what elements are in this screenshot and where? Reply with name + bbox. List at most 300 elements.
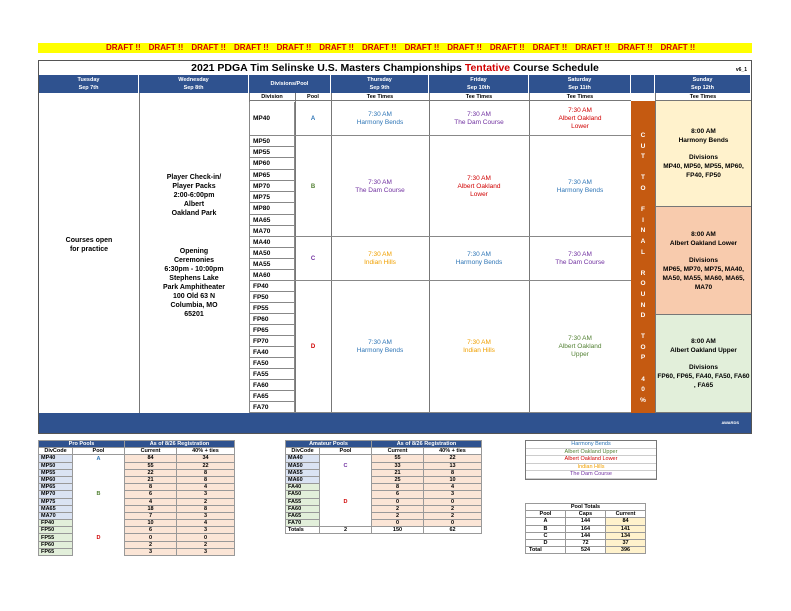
table-cell: 4	[424, 484, 482, 491]
tentative-label: Tentative	[464, 62, 511, 74]
wednesday-checkin	[139, 173, 249, 223]
table-row	[286, 520, 482, 527]
sub-header: Tee Times	[655, 93, 751, 101]
totals-row	[286, 527, 482, 534]
cut-header	[631, 75, 655, 93]
sunday-divisions: FP60, FP65, FA40, FA50, FA60 , FA65	[657, 373, 750, 389]
schedule-grid	[38, 60, 752, 434]
draft-banner	[38, 43, 752, 53]
cut-letter: R	[640, 269, 646, 277]
division-cell: MP50	[249, 136, 295, 147]
table-cell	[320, 484, 372, 491]
tee-time-cell	[331, 136, 429, 237]
table-cell: FP55	[39, 534, 73, 541]
tee-course: Indian Hills	[463, 347, 495, 354]
table-row	[526, 525, 646, 532]
day-name: Friday	[470, 77, 487, 83]
table-row	[39, 534, 235, 541]
table-cell: 524	[566, 547, 606, 554]
table-cell	[320, 469, 372, 476]
table-cell: FA70	[286, 520, 320, 527]
table-cell: 84	[606, 518, 646, 525]
tee-time-cell	[331, 102, 429, 136]
table-cell: MA55	[286, 469, 320, 476]
table-cell: 164	[566, 525, 606, 532]
draft-label: DRAFT !!	[276, 43, 312, 52]
table-cell: FA60	[286, 505, 320, 512]
tee-course: Upper	[571, 351, 589, 358]
table-cell: 22	[177, 462, 235, 469]
table-cell: 33	[372, 462, 424, 469]
division-cell: FP70	[249, 336, 295, 347]
column-header: Current	[125, 448, 177, 455]
column-header: Pool	[526, 511, 566, 518]
sub-header: Pool	[295, 93, 331, 101]
table-cell: FP50	[39, 527, 73, 534]
draft-label: DRAFT !!	[532, 43, 568, 52]
course-legend	[525, 440, 657, 480]
tee-time: 7:30 AM	[368, 251, 392, 258]
sunday-block	[656, 315, 751, 413]
table-cell	[320, 476, 372, 483]
column-header: Caps	[566, 511, 606, 518]
table-asof: As of 8/26 Registration	[372, 441, 482, 448]
tee-time-cell	[331, 281, 429, 413]
table-cell: 2	[125, 541, 177, 548]
tee-course: Harmony Bends	[556, 186, 604, 194]
table-cell: 3	[177, 548, 235, 555]
tee-time: 7:30 AM	[467, 111, 491, 118]
table-cell: 22	[125, 469, 177, 476]
sunday-course: Harmony Bends	[678, 137, 729, 144]
division-cell: MA40	[249, 237, 295, 248]
division-cell: FP55	[249, 303, 295, 314]
table-cell: C	[320, 462, 372, 469]
pool-table	[285, 440, 482, 534]
cut-letter: O	[640, 280, 646, 288]
cut-letter	[642, 322, 644, 333]
table-row	[526, 518, 646, 525]
day-name: Saturday	[567, 77, 592, 83]
table-row	[39, 527, 235, 534]
totals-title: Pool Totals	[526, 504, 646, 511]
table-cell: 21	[125, 476, 177, 483]
day-header	[39, 75, 139, 93]
sunday-divisions: MP65, MP70, MP75, MA40, MA50, MA55, MA60, MA65, MA70	[662, 265, 745, 291]
table-cell	[320, 505, 372, 512]
tee-course: Lower	[571, 123, 589, 130]
cut-letter	[642, 364, 644, 375]
table-cell: MA65	[39, 505, 73, 512]
tee-time-cell	[429, 136, 529, 237]
legend-item: The Dam Course	[526, 471, 656, 479]
tee-time: 7:30 AM	[368, 178, 392, 186]
table-cell	[73, 541, 125, 548]
cut-letter: 4	[641, 375, 645, 383]
table-cell: 2	[177, 541, 235, 548]
division-cell: FA60	[249, 380, 295, 391]
division-cell: FA55	[249, 369, 295, 380]
cut-letter	[642, 163, 644, 174]
table-cell	[73, 505, 125, 512]
tee-time: 7:30 AM	[568, 251, 592, 258]
table-row	[39, 520, 235, 527]
table-row	[39, 462, 235, 469]
table-cell: MA40	[286, 455, 320, 462]
table-cell	[73, 520, 125, 527]
table-cell: 2	[424, 512, 482, 519]
table-cell	[73, 476, 125, 483]
ceremony-line: Park Amphitheater	[163, 284, 225, 291]
table-cell: 8	[177, 476, 235, 483]
schedule-footer	[39, 413, 751, 433]
pool-label: A	[310, 116, 316, 122]
column-header: 40% + ties	[424, 448, 482, 455]
table-cell: 2	[177, 498, 235, 505]
cut-letter: F	[641, 206, 645, 214]
table-row	[286, 505, 482, 512]
division-cell: FA70	[249, 402, 295, 413]
ceremony-line: Columbia, MO	[170, 302, 218, 309]
table-cell: 25	[372, 476, 424, 483]
cut-letter: O	[640, 343, 646, 351]
table-row	[286, 469, 482, 476]
table-cell: 55	[372, 455, 424, 462]
table-cell: 4	[177, 484, 235, 491]
table-cell: 34	[177, 455, 235, 462]
draft-label: DRAFT !!	[617, 43, 653, 52]
table-row	[286, 491, 482, 498]
ceremony-line: 6:30pm - 10:00pm	[164, 266, 224, 273]
table-cell	[73, 527, 125, 534]
checkin-line: Albert	[183, 201, 205, 208]
table-row	[286, 498, 482, 505]
division-cell: FA40	[249, 347, 295, 358]
column-header: Pool	[320, 448, 372, 455]
table-cell: 144	[566, 532, 606, 539]
day-header	[655, 75, 751, 93]
cut-letter: %	[640, 396, 646, 404]
tee-time-cell	[529, 136, 631, 237]
pool-table	[38, 440, 235, 556]
table-cell: 3	[177, 491, 235, 498]
legend-item: Albert Oakland Lower	[526, 456, 656, 464]
cut-letter: P	[640, 354, 646, 362]
tee-time: 7:30 AM	[568, 178, 592, 186]
table-cell	[320, 455, 372, 462]
table-cell: 55	[125, 462, 177, 469]
day-header	[139, 75, 249, 93]
table-cell	[320, 491, 372, 498]
tee-time-cell	[429, 281, 529, 413]
tee-course: Harmony Bends	[356, 347, 404, 354]
cut-letter: U	[640, 290, 646, 298]
table-cell: FP65	[39, 548, 73, 555]
sunday-divisions: MP40, MP50, MP55, MP60, FP40, FP50	[663, 163, 744, 179]
table-cell: 134	[606, 532, 646, 539]
pro-pools-table	[38, 440, 235, 556]
tee-course: Albert Oakland	[457, 182, 501, 190]
day-date: Sep 8th	[183, 85, 204, 91]
table-cell: Totals	[286, 527, 320, 534]
cut-letter: A	[640, 237, 646, 245]
tee-time: 7:30 AM	[467, 339, 491, 346]
table-cell: FP40	[39, 520, 73, 527]
cut-letter: T	[641, 174, 645, 182]
tee-time-cell	[429, 237, 529, 281]
table-cell: MA70	[39, 512, 73, 519]
table-row	[286, 462, 482, 469]
draft-label: DRAFT !!	[575, 43, 610, 52]
table-cell: FA55	[286, 498, 320, 505]
draft-label: DRAFT !!	[361, 43, 397, 52]
table-cell: 2	[372, 512, 424, 519]
table-cell: MA50	[286, 462, 320, 469]
table-cell: 8	[177, 505, 235, 512]
draft-label: DRAFT !!	[404, 43, 440, 52]
division-cell: FP60	[249, 314, 295, 325]
ceremony-line: Ceremonies	[173, 257, 215, 264]
sunday-course: Albert Oakland Upper	[670, 347, 737, 354]
sub-header: Tee Times	[529, 93, 631, 101]
tee-time: 7:30 AM	[368, 111, 392, 118]
draft-label: DRAFT !!	[319, 43, 354, 52]
table-row	[526, 539, 646, 546]
table-cell	[320, 512, 372, 519]
division-cell: MP75	[249, 192, 295, 203]
table-cell: MP75	[39, 498, 73, 505]
ceremony-line: Stephens Lake	[169, 275, 219, 282]
table-row	[39, 541, 235, 548]
day-date: Sep 11th	[568, 85, 591, 91]
table-cell: D	[73, 534, 125, 541]
table-cell: 144	[566, 518, 606, 525]
table-row	[39, 469, 235, 476]
table-cell: MP50	[39, 462, 73, 469]
division-cell: FA65	[249, 391, 295, 402]
legend-item: Harmony Bends	[526, 441, 656, 449]
day-name: Thursday	[367, 77, 392, 83]
table-cell: B	[73, 491, 125, 498]
table-cell: 2	[424, 505, 482, 512]
schedule-title: 2021 PDGA Tim Selinske U.S. Masters Championships Tentative Course Schedule	[191, 62, 599, 74]
division-cell: MA60	[249, 270, 295, 281]
table-row	[39, 512, 235, 519]
cut-letter	[642, 258, 644, 269]
division-cell: MA50	[249, 248, 295, 259]
table-cell: 3	[177, 527, 235, 534]
table-cell: 0	[424, 498, 482, 505]
cut-letter: I	[642, 216, 644, 224]
table-cell: 4	[177, 520, 235, 527]
table-row	[526, 532, 646, 539]
pool-label: C	[310, 256, 316, 262]
division-cell: MA55	[249, 259, 295, 270]
totals-row	[526, 547, 646, 554]
cut-letter: T	[641, 153, 645, 161]
tee-course: The Dam Course	[555, 259, 605, 266]
cut-letter: O	[640, 184, 646, 192]
table-cell: 0	[177, 534, 235, 541]
cut-letter: D	[640, 312, 646, 320]
totals-table	[525, 503, 646, 554]
sub-header: Division	[249, 93, 295, 101]
table-cell: 141	[606, 525, 646, 532]
table-cell: 150	[372, 527, 424, 534]
ceremony-line: 100 Old 63 N	[172, 293, 216, 300]
table-cell: 8	[424, 469, 482, 476]
pool-label: B	[310, 183, 316, 190]
table-cell: 7	[125, 512, 177, 519]
sunday-div-label: Divisions	[689, 154, 718, 161]
ceremony-line: 65201	[184, 311, 204, 318]
sunday-course: Albert Oakland Lower	[669, 239, 738, 247]
day-name: Wednesday	[178, 77, 209, 83]
day-header	[429, 75, 529, 93]
tee-time: 7:30 AM	[368, 339, 392, 346]
table-cell: 2	[320, 527, 372, 534]
column-header: DivCode	[286, 448, 320, 455]
tuesday-practice	[39, 236, 139, 266]
table-cell: 37	[606, 539, 646, 546]
cut-letter: U	[640, 142, 646, 150]
day-date: Sep 7th	[78, 85, 99, 91]
table-cell: MP70	[39, 491, 73, 498]
draft-label: DRAFT !!	[148, 43, 184, 52]
sunday-block	[656, 207, 751, 315]
sunday-time: 8:00 AM	[691, 128, 716, 135]
division-cell: MP65	[249, 170, 295, 181]
table-cell: 62	[424, 527, 482, 534]
tee-course: Harmony Bends	[455, 259, 503, 266]
column-header: DivCode	[39, 448, 73, 455]
table-cell: MP60	[39, 476, 73, 483]
table-cell: 8	[177, 469, 235, 476]
division-cell: MP60	[249, 158, 295, 169]
table-cell: 3	[177, 512, 235, 519]
column-header: Current	[372, 448, 424, 455]
sunday-time: 8:00 AM	[691, 338, 716, 345]
table-cell: 13	[424, 462, 482, 469]
checkin-line: Player Packs	[172, 183, 216, 190]
tee-course: Albert Oakland	[558, 115, 602, 122]
cut-letter: T	[641, 333, 645, 341]
version-label: v6_1	[735, 67, 747, 73]
table-asof: As of 8/26 Registration	[125, 441, 235, 448]
day-name: Tuesday	[77, 77, 100, 83]
checkin-line: Oakland Park	[171, 210, 217, 217]
day-name: Divisions/Pool	[270, 81, 309, 87]
table-cell: 0	[424, 520, 482, 527]
cut-letter	[642, 195, 644, 206]
table-cell: 3	[424, 491, 482, 498]
day-date: Sep 12th	[691, 85, 714, 91]
table-cell: 21	[372, 469, 424, 476]
wednesday-ceremony	[139, 247, 249, 327]
tee-course: Albert Oakland	[558, 343, 602, 350]
table-row	[39, 491, 235, 498]
column-header: 40% + ties	[177, 448, 235, 455]
table-cell	[73, 484, 125, 491]
pool-totals-table	[525, 503, 646, 554]
table-cell: 6	[372, 491, 424, 498]
day-header	[249, 75, 331, 93]
table-row	[286, 484, 482, 491]
table-cell: FA40	[286, 484, 320, 491]
division-cell: FP50	[249, 292, 295, 303]
table-cell: MA60	[286, 476, 320, 483]
tee-time: 7:30 AM	[467, 174, 491, 182]
checkin-line: Player Check-in/	[166, 174, 222, 181]
day-name: Sunday	[692, 77, 713, 83]
table-cell: 8	[125, 484, 177, 491]
table-cell	[73, 498, 125, 505]
table-cell: FA50	[286, 491, 320, 498]
table-cell: 4	[125, 498, 177, 505]
tee-time-cell	[529, 102, 631, 136]
draft-label: DRAFT !!	[191, 43, 226, 52]
sub-header: Tee Times	[331, 93, 429, 101]
legend-item: Albert Oakland Upper	[526, 449, 656, 457]
table-cell: 2	[372, 505, 424, 512]
table-cell: A	[73, 455, 125, 462]
sub-header: Tee Times	[429, 93, 529, 101]
sunday-div-label: Divisions	[689, 364, 718, 371]
tee-time: 7:30 AM	[568, 335, 592, 342]
table-cell: 0	[372, 520, 424, 527]
division-cell: MP80	[249, 203, 295, 214]
tee-time-cell	[331, 237, 429, 281]
awards-label: AWARDS	[721, 420, 739, 425]
tuesday-line: for practice	[69, 246, 109, 253]
table-cell	[73, 512, 125, 519]
table-cell: Total	[526, 547, 566, 554]
table-cell: 10	[424, 476, 482, 483]
table-cell: MP65	[39, 484, 73, 491]
cut-letter: 0	[641, 386, 645, 394]
table-cell: 84	[125, 455, 177, 462]
tee-course: Indian Hills	[364, 259, 396, 266]
table-cell	[320, 520, 372, 527]
table-title: Amateur Pools	[286, 441, 372, 448]
tee-course: The Dam Course	[454, 119, 504, 126]
table-title: Pro Pools	[39, 441, 125, 448]
tee-course: The Dam Course	[355, 186, 405, 194]
table-cell: 6	[125, 491, 177, 498]
division-cell: MP40	[249, 102, 295, 136]
table-row	[39, 498, 235, 505]
sunday-time: 8:00 AM	[691, 230, 716, 238]
column-header: Pool	[73, 448, 125, 455]
division-cell: MP55	[249, 147, 295, 158]
tuesday-line: Courses open	[65, 237, 113, 244]
table-row	[39, 455, 235, 462]
table-cell: D	[320, 498, 372, 505]
tee-course: Lower	[470, 190, 488, 198]
table-cell: 396	[606, 547, 646, 554]
table-cell: C	[526, 532, 566, 539]
table-cell	[73, 469, 125, 476]
table-cell: 6	[125, 527, 177, 534]
day-header	[331, 75, 429, 93]
day-date: Sep 9th	[369, 85, 390, 91]
cut-letter: N	[640, 301, 646, 309]
draft-label: DRAFT !!	[447, 43, 482, 52]
table-cell: 72	[566, 539, 606, 546]
table-cell: 0	[372, 498, 424, 505]
division-cell: MP70	[249, 181, 295, 192]
division-cell: MA70	[249, 226, 295, 237]
